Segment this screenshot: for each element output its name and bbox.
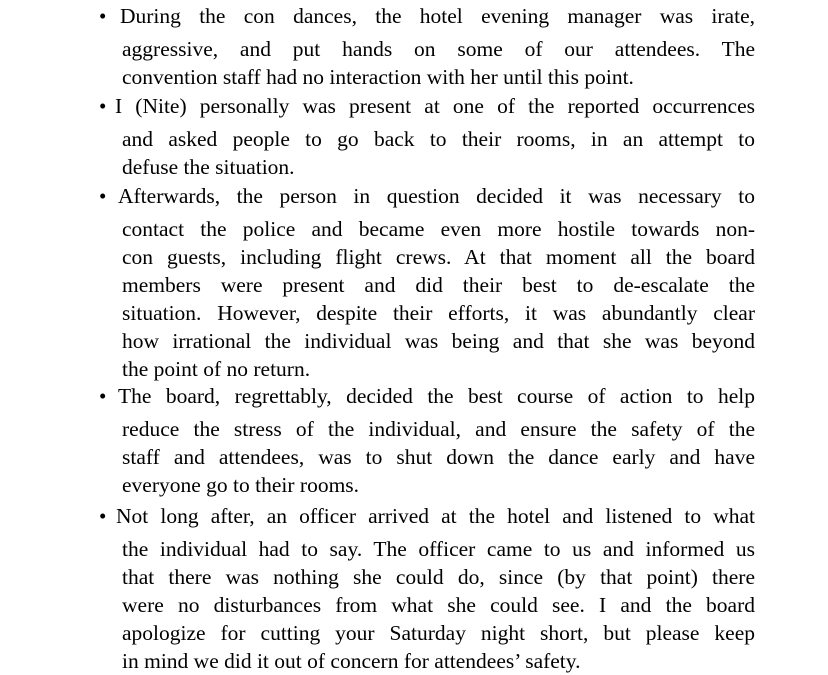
bullet-text-line: con guests, including flight crews. At that moment all the board [122,245,755,269]
bullet-text-line: the point of no return. [122,357,311,381]
bullet-text-line: in mind we did it out of concern for attendees’ safety. [122,649,581,673]
bullet-text-line: I (Nite) personally was present at one of the reported occurrences [115,94,755,118]
bullet-text-line: were no disturbances from what she could see. I and the board [122,593,755,617]
bullet-text-line: staff and attendees, was to shut down the dance early and have [122,445,755,469]
bullet-text-line: how irrational the individual was being and that she was beyond [122,329,755,353]
bullet-text-line: the individual had to say. The officer came to us and informed us [122,537,755,561]
bullet-text-line: The board, regrettably, decided the best course of action to help [118,384,755,408]
bullet-dot-icon: • [99,504,107,528]
bullet-text-line: contact the police and became even more hostile towards non- [122,217,755,241]
bullet-text-line: Afterwards, the person in question decided it was necessary to [118,184,755,208]
bullet-text-line: everyone go to their rooms. [122,473,360,497]
bullet-text-line: aggressive, and put hands on some of our attendees. The [122,37,755,61]
bullet-text-line: During the con dances, the hotel evening manager was irate, [120,4,755,28]
bullet-text-line: and asked people to go back to their rooms, in an attempt to [122,127,755,151]
bullet-text-line: Not long after, an officer arrived at the hotel and listened to what [116,504,755,528]
bullet-dot-icon: • [99,184,107,208]
bullet-text-line: reduce the stress of the individual, and ensure the safety of the [122,417,755,441]
bullet-dot-icon: • [99,4,107,28]
bullet-dot-icon: • [99,384,107,408]
bullet-text-line: convention staff had no interaction with her until this point. [122,65,634,89]
bullet-text-line: apologize for cutting your Saturday night short, but please keep [122,621,755,645]
bullet-text-line: defuse the situation. [122,155,295,179]
bullet-text-line: that there was nothing she could do, since (by that point) there [122,565,755,589]
bullet-text-line: situation. However, despite their efforts, it was abundantly clear [122,301,755,325]
bullet-dot-icon: • [99,94,107,118]
bullet-text-line: members were present and did their best to de-escalate the [122,273,755,297]
